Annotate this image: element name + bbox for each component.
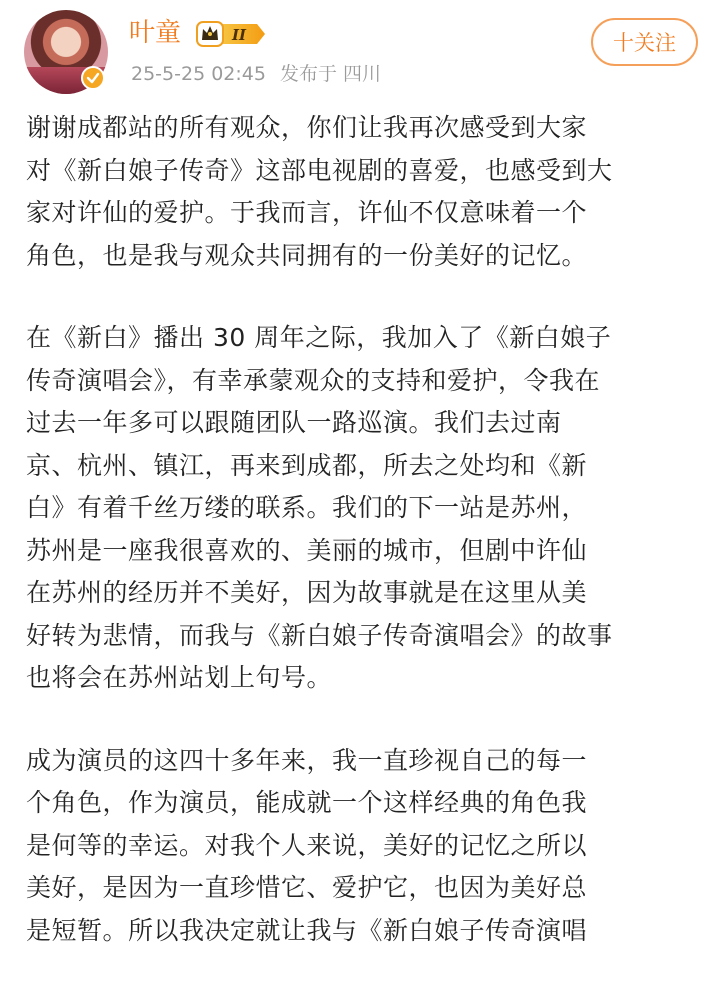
post-line: 美好，是因为一直珍惜它、爱护它，也因为美好总 [26, 873, 588, 902]
post-line: 对《新白娘子传奇》这部电视剧的喜爱，也感受到大 [26, 155, 613, 185]
post-paragraph [26, 740, 706, 953]
post-line: 京、杭州、镇江，再来到成都，所去之处均和《新 [26, 450, 588, 480]
post-line: 在《新白》播出 30 周年之际，我加入了《新白娘子 [26, 323, 612, 352]
post-line: 好转为悲情，而我与《新白娘子传奇演唱会》的故事 [26, 620, 613, 650]
vip-crown-icon[interactable] [195, 20, 267, 48]
author-name[interactable]: 叶童 [129, 18, 182, 48]
post-line: 个角色，作为演员，能成就一个这样经典的角色我 [26, 788, 588, 817]
post-timestamp: 25-5-25 02:45 [131, 63, 266, 85]
post-line: 白》有着千丝万缕的联系。我们的下一站是苏州， [26, 493, 588, 522]
post-paragraph [26, 107, 706, 277]
post-line: 也将会在苏州站划上句号。 [26, 663, 333, 692]
follow-button[interactable] [591, 18, 698, 66]
post-line: 是何等的幸运。对我个人来说，美好的记忆之所以 [26, 830, 588, 860]
post-line: 传奇演唱会》，有幸承蒙观众的支持和爱护，令我在 [26, 365, 601, 395]
follow-label: 十关注 [613, 31, 676, 55]
vip-level: II [231, 26, 247, 44]
post-line: 过去一年多可以跟随团队一路巡演。我们去过南 [26, 408, 562, 437]
post-meta [131, 61, 395, 87]
post-line: 在苏州的经历并不美好，因为故事就是在这里从美 [26, 578, 588, 607]
post-line: 谢谢成都站的所有观众，你们让我再次感受到大家 [26, 113, 588, 142]
post-body [26, 107, 706, 992]
verified-badge-icon [81, 66, 105, 90]
post-line: 苏州是一座我很喜欢的、美丽的城市，但剧中许仙 [26, 535, 588, 565]
post-line: 是短暂。所以我决定就让我与《新白娘子传奇演唱 [26, 915, 588, 945]
post-paragraph [26, 317, 706, 700]
post-source: 发布于 四川 [279, 63, 381, 85]
post-line: 家对许仙的爱护。于我而言，许仙不仅意味着一个 [26, 198, 588, 227]
post-line: 角色，也是我与观众共同拥有的一份美好的记忆。 [26, 240, 588, 270]
post-line: 成为演员的这四十多年来，我一直珍视自己的每一 [26, 745, 588, 775]
